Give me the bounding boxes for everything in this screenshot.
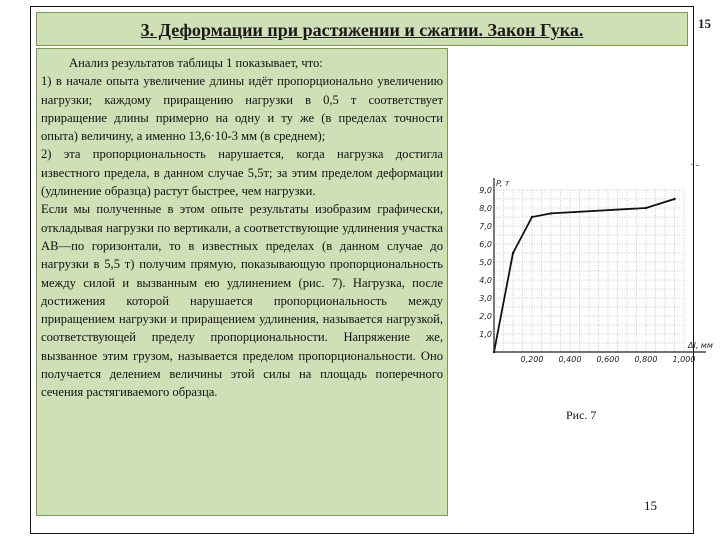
figure-caption: Рис. 7 <box>566 408 597 422</box>
paragraph-point-1: 1) в начале опыта увеличение длины идёт пропорционально увеличению нагрузки; каждому приращению нагрузки в 0,5 т соответствует приращение длины примерно на одну и ту же (в пределах точности опыта) величину, а именно 13,6·10-3 мм (в среднем); <box>41 74 443 144</box>
x-tick-label: 0,400 <box>558 355 582 364</box>
load-elongation-chart <box>478 168 713 380</box>
figure-graph <box>478 168 713 380</box>
y-tick-label: 1,0 <box>479 330 492 339</box>
x-tick-label: 0,800 <box>634 355 658 364</box>
data-point <box>512 252 514 254</box>
page-title: 3. Деформации при растяжении и сжатии. Закон Гука. <box>140 20 584 40</box>
y-tick-label: 2,0 <box>479 312 492 321</box>
y-tick-label: 6,0 <box>479 240 492 249</box>
x-axis-label: Δl, мм <box>688 341 713 350</box>
paragraph-graph: Если мы полученные в этом опыте результаты изобразим графически, откладывая нагрузки по вертикали, а соответствующие удлинения участка AB—по горизонтали, то в известных пределах (в данном случае до нагрузки в 5,5 т) получим прямую, показывающую пропорциональность между силой и вызванным ею удлинением (рис. 7). Нагрузка, после достижения которой нарушается пропорциональность между приращением нагрузки и приращением удлинения, называется нагрузкой, соответствующей пределу пропорциональности. Напряжение же, вызванное этим грузом, называется пределом пропорциональности. Оно получается делением величины этой силы на площадь поперечного сечения растягиваемого образца. <box>41 202 443 400</box>
y-axis-label: P, т <box>496 179 510 188</box>
x-tick-label: 0,200 <box>520 355 544 364</box>
data-point <box>550 212 552 214</box>
paragraph-point-2: 2) эта пропорциональность нарушается, когда нагрузка достигла известного предела, в данном случае 5,5т; за этим пределом деформации (удлинение образца) растут быстрее, чем нагрузки. <box>41 147 443 199</box>
text-panel <box>36 48 448 516</box>
paragraph-intro: Анализ результатов таблицы 1 показывает, что: <box>69 56 323 70</box>
title-bar <box>36 12 688 46</box>
x-tick-label: 1,000 <box>672 355 696 364</box>
y-tick-label: 4,0 <box>479 276 492 285</box>
body-text <box>41 54 443 402</box>
x-tick-label: 0,600 <box>596 355 620 364</box>
page-number: 15 <box>644 498 657 513</box>
data-point <box>673 198 675 200</box>
data-point <box>493 351 495 353</box>
scan-speck: · - <box>690 160 700 171</box>
y-tick-label: 3,0 <box>479 294 492 303</box>
y-tick-label: 9,0 <box>479 186 492 195</box>
data-point <box>645 207 647 209</box>
data-point <box>531 216 533 218</box>
y-tick-label: 8,0 <box>479 204 492 213</box>
data-line <box>494 199 675 352</box>
y-tick-label: 7,0 <box>479 222 492 231</box>
y-tick-label: 5,0 <box>479 258 492 267</box>
corner-page-number: 15 <box>698 16 711 31</box>
